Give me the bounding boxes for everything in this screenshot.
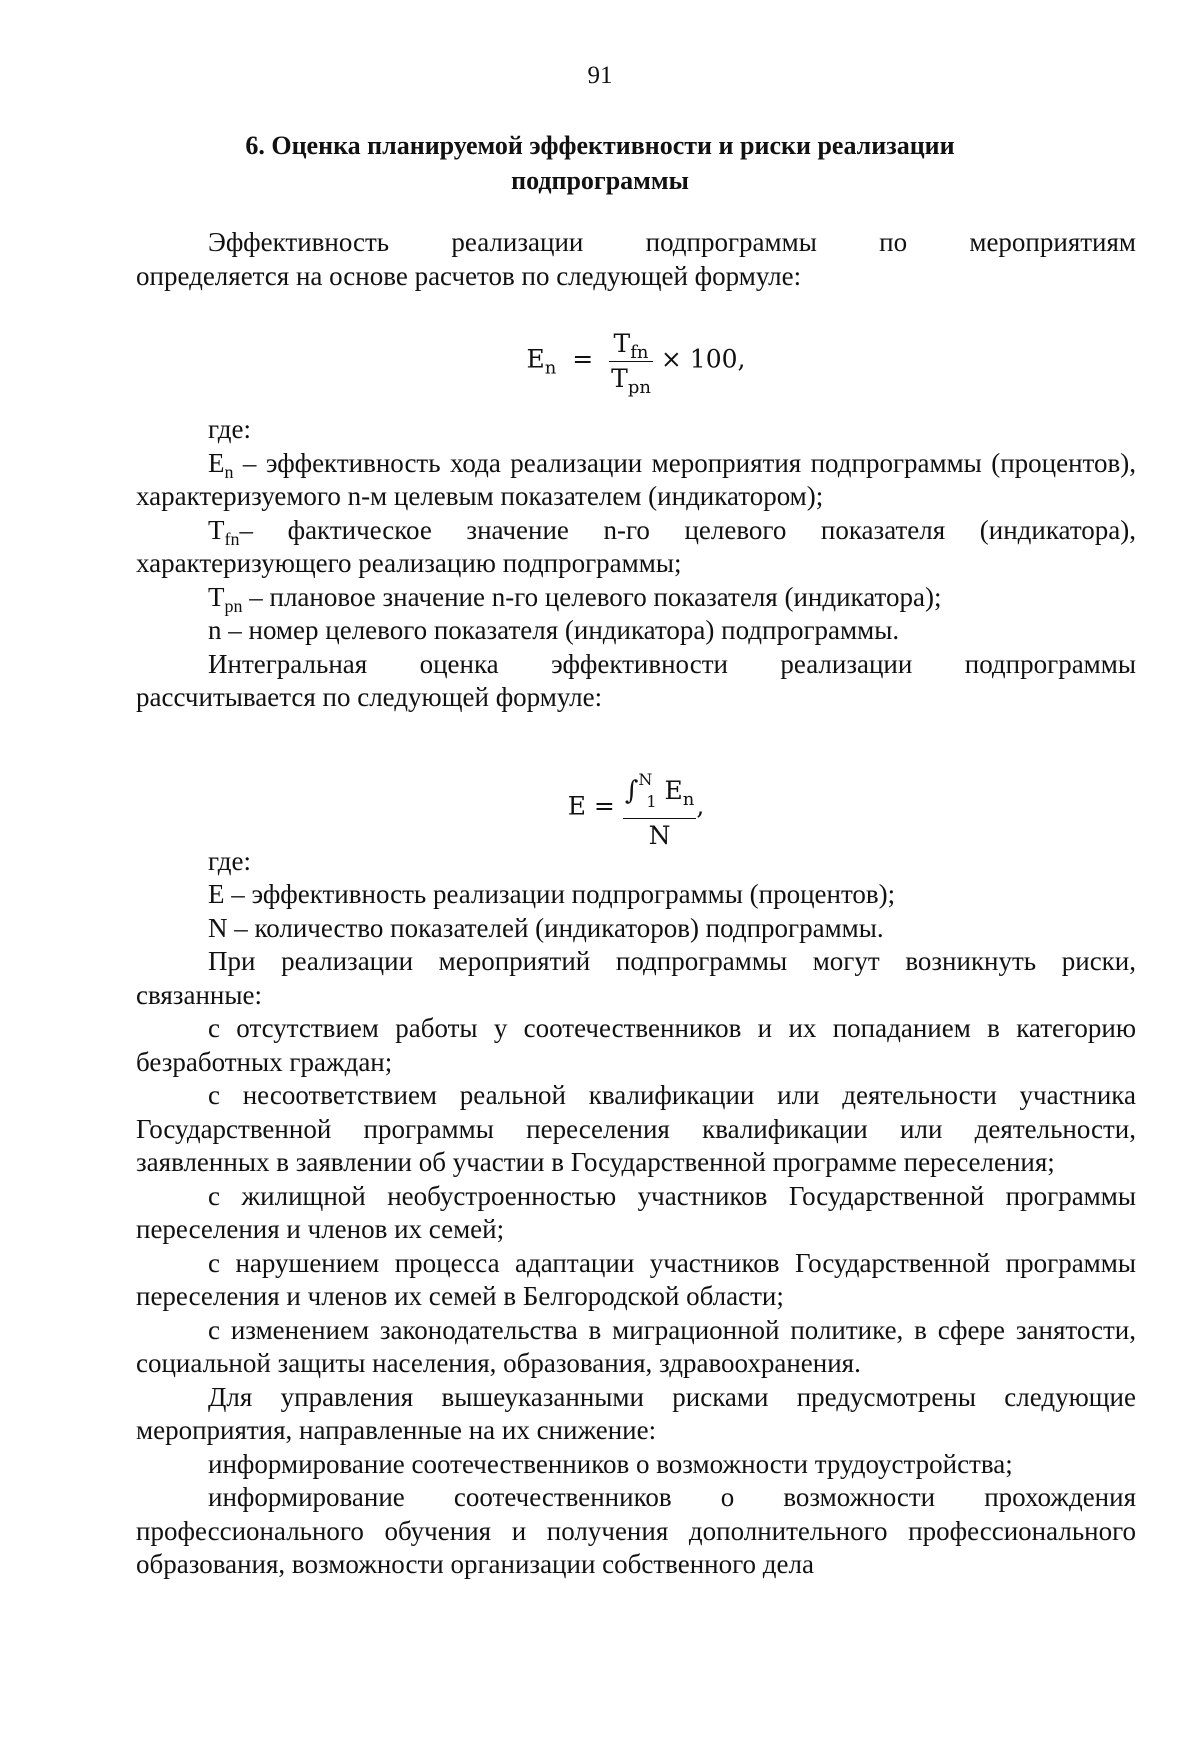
risk-item-1: с отсутствием работы у соотечественников и их попаданием в категорию безработных граждан;	[136, 1013, 1136, 1077]
definition-tfn: $T_{fn}-$ фактическое значение n-го целевого показателя (индикатора), характеризующего реализацию подпрограммы;	[136, 514, 1136, 578]
risk-item-3: с жилищной необустроенностью участников Государственной программы переселения и членов их семей;	[136, 1180, 1136, 1244]
formula2-den: N	[648, 821, 671, 850]
manage-paragraph: Для управления вышеуказанными рисками предусмотрены следующие мероприятия, направленные на их снижение:	[136, 1381, 1136, 1445]
formula1-den: T	[611, 363, 628, 393]
intro-paragraph-cont: определяется на основе расчетов по следующей формуле:	[136, 260, 802, 291]
integral-upper: N	[638, 769, 653, 789]
where-label-2: где:	[208, 845, 251, 876]
formula1-num-sub: fn	[630, 342, 649, 363]
integral-paragraph: Интегральная оценка эффективности реализации подпрограммы рассчитывается по следующей формуле:	[136, 648, 1136, 712]
definition-tpn: $T_{pn}$ – плановое значение n-го целевого показателя (индикатора);	[208, 581, 942, 616]
definition-en: $E_n$ – эффективность хода реализации мероприятия подпрограммы (процентов), характеризуемого n-м целевым показателем (индикатором);	[136, 447, 1136, 511]
formula1-tail: × 100,	[660, 344, 746, 374]
heading-line-1: 6. Оценка планируемой эффективности и риски реализации	[245, 131, 955, 160]
formula-integral	[136, 715, 1136, 850]
measure-item-1: информирование соотечественников о возможности трудоустройства;	[208, 1448, 1013, 1479]
heading-line-2: подпрограммы	[511, 166, 689, 195]
definition-e: E – эффективность реализации подпрограммы (процентов);	[208, 879, 896, 909]
page-number: 91	[587, 62, 613, 89]
risks-paragraph: При реализации мероприятий подпрограммы могут возникнуть риски, связанные:	[136, 946, 1136, 1010]
section-heading	[150, 128, 1050, 198]
intro-line-1: Эффективность реализации подпрограммы по мероприятиям	[208, 227, 1136, 257]
formula2-lhs: E =	[567, 791, 615, 820]
formula1-lhs-sub: n	[544, 357, 557, 379]
formula2-num-sub: n	[682, 788, 695, 810]
risk-item-4: с нарушением процесса адаптации участников Государственной программы переселения и членов их семей в Белгородской области;	[136, 1247, 1136, 1311]
formula2-fraction	[623, 763, 697, 853]
formula1-den-sub: pn	[627, 376, 651, 398]
formula-efficiency: $E_n$ = $\frac{T_{fn}}{T_{pn}}$ × 100,	[526, 329, 746, 398]
document-body	[136, 226, 1136, 1582]
where-label-1: где:	[208, 414, 251, 444]
measure-item-2: информирование соотечественников о возможности прохождения профессионального обучения и получения дополнительного профессионального образования, возможности организации собственного дела	[136, 1482, 1136, 1579]
formula2-num: E	[664, 775, 683, 805]
definition-N: N – количество показателей (индикаторов) подпрограммы.	[208, 912, 884, 943]
formula1-num: T	[613, 329, 631, 358]
definition-n: n – номер целевого показателя (индикатора) подпрограммы.	[208, 615, 900, 645]
formula2-tail: ,	[696, 791, 705, 820]
risk-item-2: с несоответствием реальной квалификации или деятельности участника Государственной программы переселения квалификации или деятельности, заявленных в заявлении об участии в Государственной программе переселения;	[136, 1080, 1136, 1177]
integral-symbol: ∫	[624, 775, 639, 806]
risk-item-5: с изменением законодательства в миграционной политике, в сфере занятости, социальной защиты населения, образования, здравоохранения.	[136, 1314, 1136, 1378]
intro-paragraph	[136, 226, 1136, 260]
formula1-lhs: E	[526, 344, 545, 374]
integral-lower: 1	[646, 791, 657, 811]
formula1-fraction	[609, 327, 653, 398]
